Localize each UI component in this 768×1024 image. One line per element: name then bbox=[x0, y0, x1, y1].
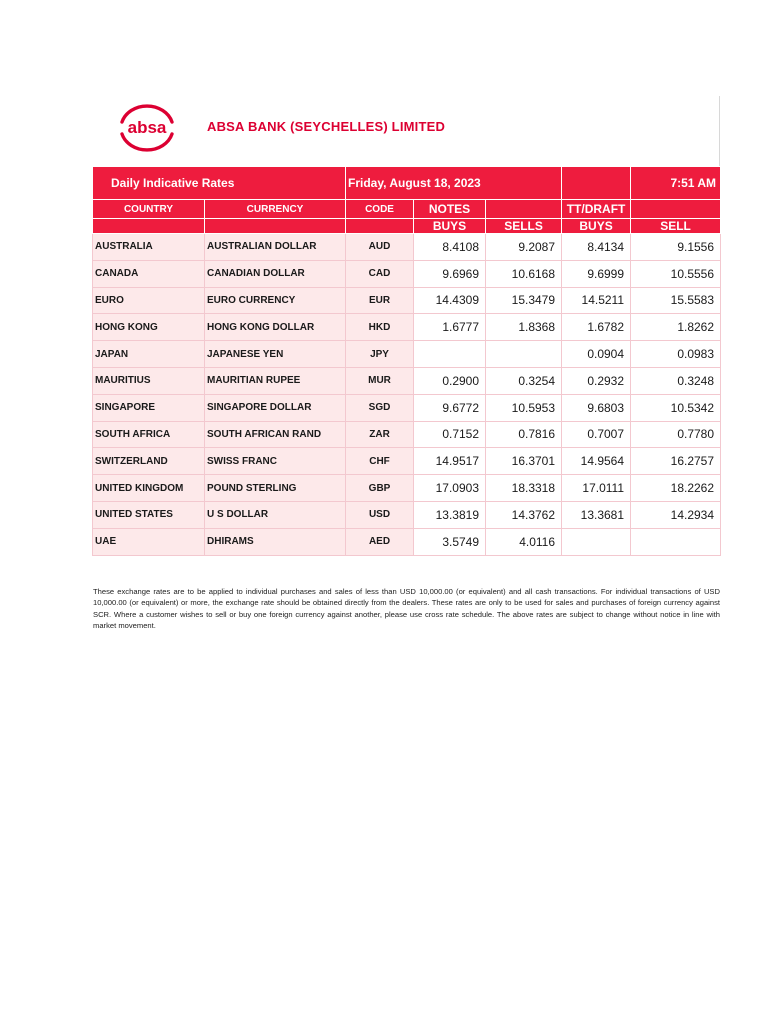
country-cell: UNITED STATES bbox=[93, 501, 205, 528]
sub-blank-1 bbox=[93, 219, 205, 234]
currency-cell: MAURITIAN RUPEE bbox=[205, 367, 346, 394]
notes-sells-cell: 16.3701 bbox=[486, 448, 562, 475]
code-cell: MUR bbox=[346, 367, 414, 394]
col-tt-sell: SELL bbox=[631, 219, 721, 234]
notes-sells-cell: 0.7816 bbox=[486, 421, 562, 448]
currency-cell: AUSTRALIAN DOLLAR bbox=[205, 234, 346, 261]
sub-blank-2 bbox=[205, 219, 346, 234]
code-cell: AUD bbox=[346, 234, 414, 261]
notes-sells-cell: 1.8368 bbox=[486, 314, 562, 341]
banner-title: Daily Indicative Rates bbox=[93, 167, 346, 200]
rate-row bbox=[93, 475, 721, 502]
notes-buys-cell: 13.3819 bbox=[414, 501, 486, 528]
country-cell: CANADA bbox=[93, 260, 205, 287]
notes-sells-cell: 14.3762 bbox=[486, 501, 562, 528]
tt-sell-cell: 0.7780 bbox=[631, 421, 721, 448]
tt-sell-cell: 0.3248 bbox=[631, 367, 721, 394]
rate-row bbox=[93, 448, 721, 475]
country-cell: JAPAN bbox=[93, 341, 205, 368]
tt-sell-cell: 14.2934 bbox=[631, 501, 721, 528]
sub-header-row bbox=[93, 219, 721, 234]
code-cell: USD bbox=[346, 501, 414, 528]
rate-row bbox=[93, 341, 721, 368]
code-cell: CAD bbox=[346, 260, 414, 287]
col-tt-buys: BUYS bbox=[562, 219, 631, 234]
tt-buys-cell: 14.9564 bbox=[562, 448, 631, 475]
col-notes-buys: BUYS bbox=[414, 219, 486, 234]
notes-sells-cell: 18.3318 bbox=[486, 475, 562, 502]
notes-sells-cell: 0.3254 bbox=[486, 367, 562, 394]
logo-wordmark: absa bbox=[127, 118, 167, 137]
notes-buys-cell: 14.9517 bbox=[414, 448, 486, 475]
code-cell: JPY bbox=[346, 341, 414, 368]
tt-sell-cell: 0.0983 bbox=[631, 341, 721, 368]
rate-row bbox=[93, 287, 721, 314]
col-notes-sells: SELLS bbox=[486, 219, 562, 234]
tt-sell-cell bbox=[631, 528, 721, 555]
tt-buys-cell: 0.0904 bbox=[562, 341, 631, 368]
tt-buys-cell: 17.0111 bbox=[562, 475, 631, 502]
tt-buys-cell: 0.7007 bbox=[562, 421, 631, 448]
country-cell: EURO bbox=[93, 287, 205, 314]
rate-row bbox=[93, 394, 721, 421]
col-blank-2 bbox=[631, 200, 721, 219]
notes-sells-cell: 10.5953 bbox=[486, 394, 562, 421]
code-cell: SGD bbox=[346, 394, 414, 421]
currency-cell: CANADIAN DOLLAR bbox=[205, 260, 346, 287]
currency-cell: DHIRAMS bbox=[205, 528, 346, 555]
col-country: COUNTRY bbox=[93, 200, 205, 219]
tt-sell-cell: 18.2262 bbox=[631, 475, 721, 502]
rate-row bbox=[93, 367, 721, 394]
code-cell: EUR bbox=[346, 287, 414, 314]
tt-buys-cell: 13.3681 bbox=[562, 501, 631, 528]
tt-sell-cell: 9.1556 bbox=[631, 234, 721, 261]
rate-row bbox=[93, 501, 721, 528]
code-cell: HKD bbox=[346, 314, 414, 341]
code-cell: GBP bbox=[346, 475, 414, 502]
country-cell: SOUTH AFRICA bbox=[93, 421, 205, 448]
tt-sell-cell: 10.5342 bbox=[631, 394, 721, 421]
country-cell: SINGAPORE bbox=[93, 394, 205, 421]
notes-buys-cell: 17.0903 bbox=[414, 475, 486, 502]
banner-row bbox=[93, 167, 721, 200]
currency-cell: U S DOLLAR bbox=[205, 501, 346, 528]
notes-sells-cell: 10.6168 bbox=[486, 260, 562, 287]
currency-cell: POUND STERLING bbox=[205, 475, 346, 502]
col-blank-1 bbox=[486, 200, 562, 219]
notes-buys-cell: 3.5749 bbox=[414, 528, 486, 555]
notes-sells-cell bbox=[486, 341, 562, 368]
tt-buys-cell: 14.5211 bbox=[562, 287, 631, 314]
tt-sell-cell: 10.5556 bbox=[631, 260, 721, 287]
currency-cell: EURO CURRENCY bbox=[205, 287, 346, 314]
tt-buys-cell: 0.2932 bbox=[562, 367, 631, 394]
notes-sells-cell: 9.2087 bbox=[486, 234, 562, 261]
page-divider-line bbox=[719, 96, 720, 166]
column-header-row bbox=[93, 200, 721, 219]
country-cell: HONG KONG bbox=[93, 314, 205, 341]
currency-cell: SWISS FRANC bbox=[205, 448, 346, 475]
rate-row bbox=[93, 260, 721, 287]
country-cell: SWITZERLAND bbox=[93, 448, 205, 475]
banner-time: 7:51 AM bbox=[631, 167, 721, 200]
code-cell: ZAR bbox=[346, 421, 414, 448]
absa-logo bbox=[118, 103, 176, 153]
code-cell: AED bbox=[346, 528, 414, 555]
col-code: CODE bbox=[346, 200, 414, 219]
notes-buys-cell: 0.2900 bbox=[414, 367, 486, 394]
notes-sells-cell: 15.3479 bbox=[486, 287, 562, 314]
notes-buys-cell bbox=[414, 341, 486, 368]
notes-buys-cell: 14.4309 bbox=[414, 287, 486, 314]
tt-buys-cell: 8.4134 bbox=[562, 234, 631, 261]
country-cell: AUSTRALIA bbox=[93, 234, 205, 261]
code-cell: CHF bbox=[346, 448, 414, 475]
notes-buys-cell: 0.7152 bbox=[414, 421, 486, 448]
currency-cell: SINGAPORE DOLLAR bbox=[205, 394, 346, 421]
country-cell: UNITED KINGDOM bbox=[93, 475, 205, 502]
disclaimer-footnote: These exchange rates are to be applied to individual purchases and sales of less than USD 10,000.00 (or equivalent) and all cash transactions. For individual transactions of USD 10,000.00 (or equivalent) or more, the exchange rate should be obtained directly from the dealers. These rates are only to be used for sales and purchases of foreign currency against SCR. Where a customer wishes to sell or buy one foreign currency against another, please use cross rate schedule. The above rates are subject to change without notice in line with market movement. bbox=[93, 587, 720, 631]
notes-buys-cell: 9.6772 bbox=[414, 394, 486, 421]
notes-buys-cell: 8.4108 bbox=[414, 234, 486, 261]
country-cell: UAE bbox=[93, 528, 205, 555]
notes-buys-cell: 1.6777 bbox=[414, 314, 486, 341]
col-tt-draft: TT/DRAFT bbox=[562, 200, 631, 219]
rate-row bbox=[93, 234, 721, 261]
tt-sell-cell: 1.8262 bbox=[631, 314, 721, 341]
rate-row bbox=[93, 421, 721, 448]
tt-buys-cell bbox=[562, 528, 631, 555]
notes-buys-cell: 9.6969 bbox=[414, 260, 486, 287]
notes-sells-cell: 4.0116 bbox=[486, 528, 562, 555]
rates-table bbox=[92, 166, 721, 556]
banner-spacer bbox=[562, 167, 631, 200]
tt-buys-cell: 1.6782 bbox=[562, 314, 631, 341]
col-currency: CURRENCY bbox=[205, 200, 346, 219]
sub-blank-3 bbox=[346, 219, 414, 234]
bank-name: ABSA BANK (SEYCHELLES) LIMITED bbox=[207, 119, 446, 134]
rate-row bbox=[93, 528, 721, 555]
col-notes: NOTES bbox=[414, 200, 486, 219]
tt-buys-cell: 9.6999 bbox=[562, 260, 631, 287]
currency-cell: SOUTH AFRICAN RAND bbox=[205, 421, 346, 448]
tt-sell-cell: 15.5583 bbox=[631, 287, 721, 314]
tt-sell-cell: 16.2757 bbox=[631, 448, 721, 475]
rate-row bbox=[93, 314, 721, 341]
currency-cell: HONG KONG DOLLAR bbox=[205, 314, 346, 341]
banner-date: Friday, August 18, 2023 bbox=[346, 167, 562, 200]
tt-buys-cell: 9.6803 bbox=[562, 394, 631, 421]
country-cell: MAURITIUS bbox=[93, 367, 205, 394]
currency-cell: JAPANESE YEN bbox=[205, 341, 346, 368]
